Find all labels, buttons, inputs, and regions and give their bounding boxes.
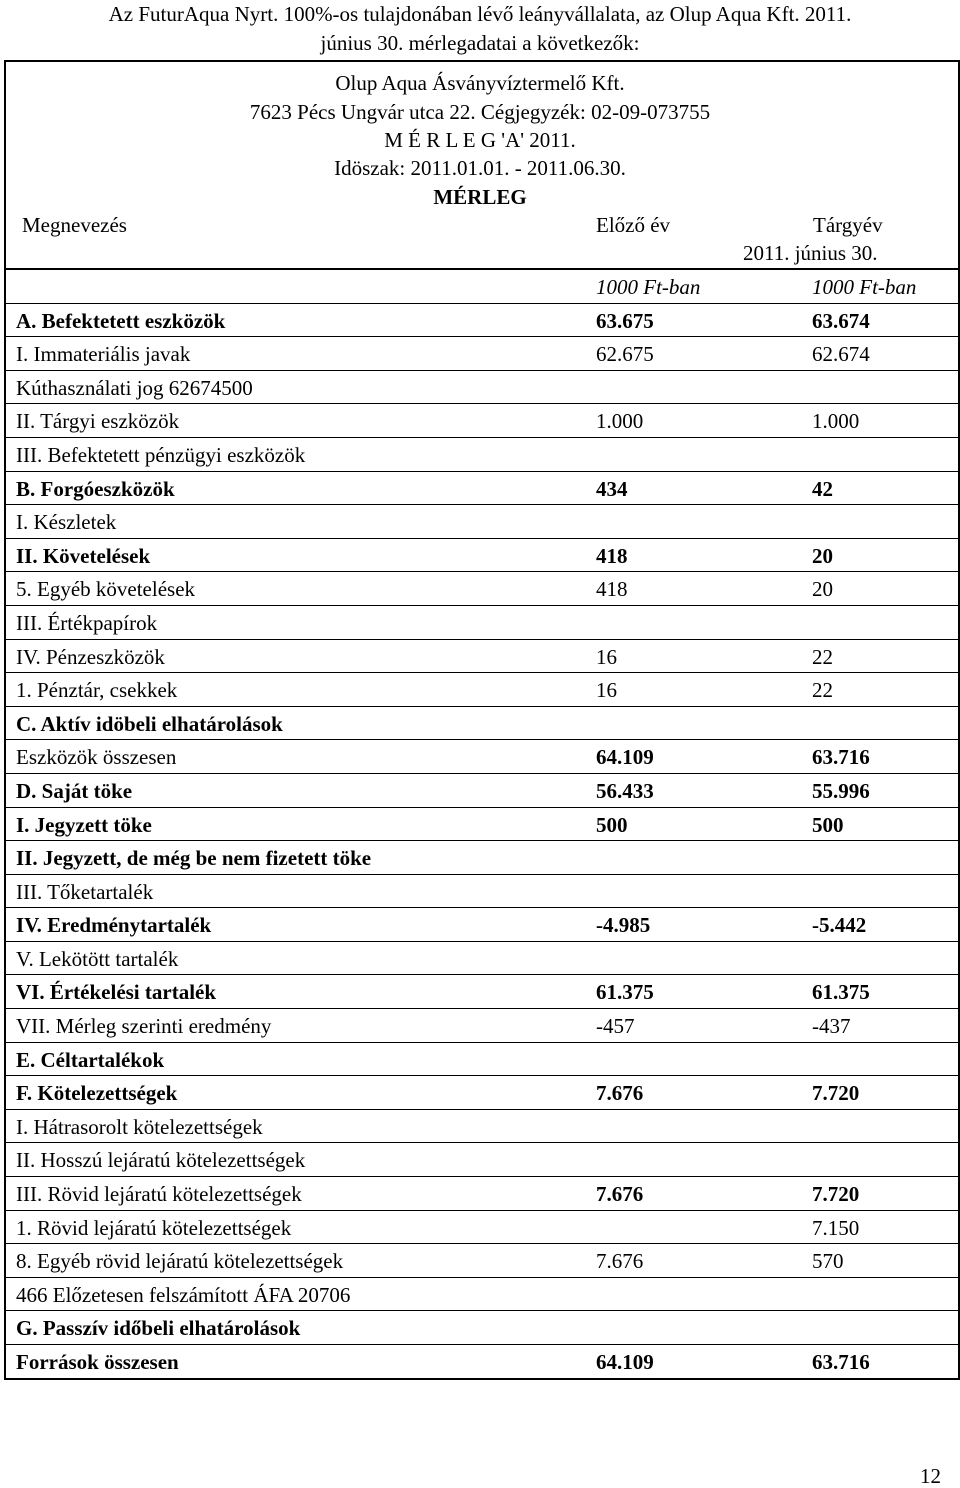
row-value-current: 22 [812,644,833,669]
table-row [6,472,958,506]
page-number: 12 [920,1464,941,1488]
row-label: III. Rövid lejáratú kötelezettségek [16,1182,302,1207]
table-row [6,808,958,842]
table-row [6,1211,958,1245]
row-value-current: 1.000 [812,409,860,434]
row-value-previous: 434 [596,476,628,501]
row-label: 8. Egyéb rövid lejáratú kötelezettségek [16,1249,344,1274]
table-row [6,1177,958,1211]
table-row [6,539,958,573]
row-label: II. Jegyzett, de még be nem fizetett töke [16,846,372,871]
row-value-previous: 16 [596,644,617,669]
table-row [6,1043,958,1077]
row-label: C. Aktív idöbeli elhatárolások [16,711,283,736]
row-value-previous: 62.675 [596,342,654,367]
row-value-current: 63.674 [812,308,870,333]
row-label: A. Befektetett eszközök [16,308,226,333]
row-label: II. Tárgyi eszközök [16,409,180,434]
row-label: II. Hosszú lejáratú kötelezettségek [16,1148,306,1173]
row-label: F. Kötelezettségek [16,1081,178,1106]
row-label: I. Jegyzett töke [16,812,152,837]
row-label: II. Követelések [16,543,151,568]
row-value-current: 63.716 [812,745,870,770]
table-row [6,1278,958,1312]
row-value-previous: 1.000 [596,409,644,434]
table-row [6,404,958,438]
row-value-previous: -4.985 [596,913,651,938]
row-value-previous: 64.109 [596,745,654,770]
row-value-current: 500 [812,812,844,837]
row-value-current: -437 [812,1014,851,1039]
row-label: B. Forgóeszközök [16,476,175,501]
table-row [6,337,958,371]
row-value-previous: 64.109 [596,1350,654,1374]
page-title: MÉRLEG [433,185,527,209]
row-value-previous: 418 [596,543,628,568]
row-label: V. Lekötött tartalék [16,946,179,971]
table-row [6,371,958,405]
row-value-current: 7.150 [812,1215,860,1240]
row-label: 5. Egyéb követelések [16,577,196,602]
row-label: E. Céltartalékok [16,1047,165,1072]
row-value-current: 42 [812,476,833,501]
row-value-current: 1000 Ft-ban [812,275,917,299]
row-value-current: 20 [812,543,833,568]
table-row [6,673,958,707]
column-header-name: Megnevezés [22,213,127,237]
table-row [6,1311,958,1345]
row-value-previous: 16 [596,678,617,703]
row-value-current: 63.716 [812,1350,870,1374]
table-row [6,606,958,640]
row-label: III. Tőketartalék [16,879,154,904]
table-row [6,875,958,909]
row-label: I. Készletek [16,510,117,535]
table-row [6,841,958,875]
period-label: Idöszak: 2011.01.01. - 2011.06.30. [334,156,626,180]
row-label: III. Befektetett pénzügyi eszközök [16,442,306,467]
row-value-current: 20 [812,577,833,602]
table-row [6,1345,958,1378]
company-name: Olup Aqua Ásványvíztermelő Kft. [335,71,625,95]
row-value-previous: 63.675 [596,308,654,333]
table-row [6,1143,958,1177]
row-label: Eszközök összesen [16,745,177,770]
row-label: III. Értékpapírok [16,610,158,635]
row-label: VII. Mérleg szerinti eredmény [16,1014,272,1039]
row-label: 1. Pénztár, csekkek [16,678,178,703]
column-header-date: 2011. június 30. [743,241,878,265]
table-row [6,707,958,741]
row-value-current: 62.674 [812,342,870,367]
table-row [6,640,958,674]
row-value-current: -5.442 [812,913,867,938]
table-row [6,740,958,774]
row-value-previous: 56.433 [596,778,654,803]
row-value-previous: 7.676 [596,1182,644,1207]
column-header-previous-year: Előző év [596,213,671,237]
table-row [6,1076,958,1110]
row-value-previous: 7.676 [596,1249,644,1274]
row-value-current: 55.996 [812,778,870,803]
row-value-previous: 418 [596,577,628,602]
intro-line-1: Az FuturAqua Nyrt. 100%-os tulajdonában lévő leányvállalata, az Olup Aqua Kft. 2011. [108,2,852,26]
table-row [6,774,958,808]
row-value-current: 61.375 [812,980,870,1005]
table-row [6,908,958,942]
table-row [6,438,958,472]
row-label: G. Passzív időbeli elhatárolások [16,1316,301,1341]
row-value-previous: 500 [596,812,628,837]
row-label: I. Immateriális javak [16,342,191,367]
table-row [6,1009,958,1043]
table-row [6,505,958,539]
row-label: 1. Rövid lejáratú kötelezettségek [16,1215,292,1240]
table-row [6,1244,958,1278]
row-value-current: 570 [812,1249,844,1274]
intro-text [0,0,960,58]
row-value-current: 22 [812,678,833,703]
table-row [6,270,958,304]
row-label: D. Saját töke [16,778,133,803]
company-address: 7623 Pécs Ungvár utca 22. Cégjegyzék: 02-09-073755 [249,100,711,124]
row-value-current: 7.720 [812,1182,860,1207]
row-value-previous: -457 [596,1014,635,1039]
table-row [6,304,958,338]
column-header-current-year: Tárgyév [813,213,883,237]
row-label: IV. Eredménytartalék [16,913,212,938]
row-label: 466 Előzetesen felszámított ÁFA 20706 [16,1282,351,1307]
row-value-previous: 7.676 [596,1081,644,1106]
document-label: M É R L E G 'A' 2011. [384,128,576,152]
table-row [6,942,958,976]
row-label: IV. Pénzeszközök [16,644,165,669]
row-label: I. Hátrasorolt kötelezettségek [16,1114,263,1139]
table-row [6,975,958,1009]
row-value-current: 7.720 [812,1081,860,1106]
balance-table [4,268,960,1380]
row-label: Források összesen [16,1350,179,1374]
intro-line-2: június 30. mérlegadatai a következők: [320,31,640,55]
row-label: VI. Értékelési tartalék [16,980,217,1005]
row-label: Kúthasználati jog 62674500 [16,375,253,400]
row-value-previous: 61.375 [596,980,654,1005]
table-row [6,572,958,606]
row-value-previous: 1000 Ft-ban [596,275,701,299]
table-row [6,1110,958,1144]
